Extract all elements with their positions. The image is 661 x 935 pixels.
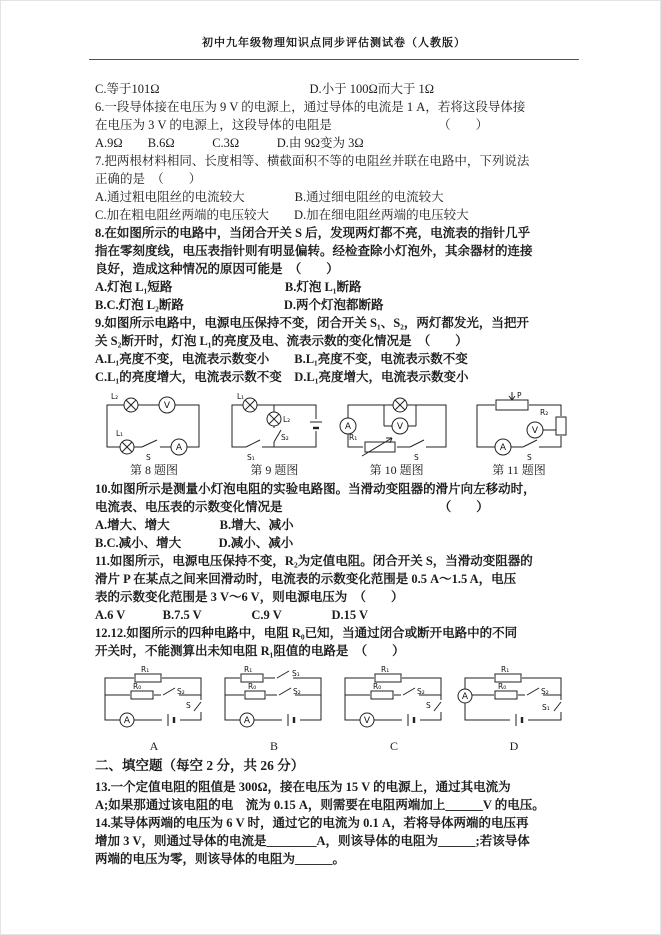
component-label: R₁: [501, 665, 510, 674]
ammeter-label: A: [499, 443, 507, 453]
question-7-options-cd: C.加在粗电阻丝两端的电压较大 D.加在细电阻丝两端的电压较大: [95, 208, 469, 222]
question-11-line-1: 11.如图所示，电源电压保持不变，R₂为定值电阻。闭合开关 S，当滑动变阻器的: [95, 554, 533, 568]
slider-label: P: [516, 391, 522, 400]
circuit-diagram-q12-d: [455, 664, 573, 738]
figure-caption-q10: 第 10 题图: [369, 463, 424, 477]
circuit-diagram-q12-c: [335, 664, 453, 738]
component-label: R₀: [498, 682, 507, 691]
voltmeter-label: V: [531, 426, 539, 436]
question-7-options-ab: A.通过粗电阻丝的电流较大 B.通过细电阻丝的电流较大: [95, 190, 444, 204]
question-10-line-2: 电流表、电压表的示数变化情况是 （ ）: [95, 500, 489, 514]
voltmeter-label: V: [163, 401, 171, 411]
figure-q12-b: [215, 664, 333, 754]
component-label: R₀: [133, 682, 142, 691]
question-11-line-3: 表的示数变化范围是 3 V～6 V，则电源电压为 （ ）: [95, 590, 404, 604]
component-label: R₂: [539, 408, 549, 417]
meter-label: V: [363, 716, 371, 726]
question-8-line-3: 良好，造成这种情况的原因可能是 （ ）: [95, 262, 339, 276]
question-10-options-ab: A.增大、增大 B.增大、减小: [95, 518, 294, 532]
section-2-heading: 二、填空题（每空 2 分，共 26 分）: [95, 758, 305, 773]
figure-row-1: [95, 390, 573, 478]
meter-label: A: [461, 692, 469, 702]
meter-label: A: [123, 716, 131, 726]
question-9-line-1: 9.如图所示电路中，电源电压保持不变，闭合开关 S₁、S₂，两灯都发光，当把开: [95, 316, 529, 330]
option-line-q5-cd: C.等于101Ω D.小于 100Ω而大于 1Ω: [95, 82, 434, 96]
switch-label: S₁: [247, 453, 256, 462]
question-14-line-3: 两端的电压为零，则该导体的电阻为______。: [95, 852, 346, 866]
question-13-line-1: 13.一个定值电阻的阻值是 300Ω，接在电压为 15 V 的电源上，通过其电流为: [95, 780, 511, 794]
figure-caption-a: A: [149, 739, 159, 753]
switch-label: S₁: [292, 669, 300, 678]
question-12-line-1: 12.12.如图所示的四种电路中，电阻 R₀已知，当通过闭合或断开电路中的不同: [95, 626, 518, 640]
switch-label: S₂: [417, 687, 425, 696]
figure-q12-c: [335, 664, 453, 754]
figure-q10: [336, 390, 458, 478]
ammeter-label: A: [344, 422, 351, 432]
paper-header: [89, 34, 579, 60]
circuit-diagram-q9: [220, 390, 328, 462]
component-label: R₀: [248, 682, 257, 691]
question-8-line-1: 8.在如图所示的电路中，当闭合开关 S 后，发现两灯都不亮，电流表的指针几乎: [95, 226, 531, 240]
circuit-diagram-q12-a: [95, 664, 213, 738]
circuit-diagram-q12-b: [215, 664, 333, 738]
question-11-options: A.6 V B.7.5 V C.9 V D.15 V: [95, 608, 369, 622]
figure-q9: [220, 390, 328, 478]
component-label: R₁: [381, 665, 390, 674]
question-10-line-1: 10.如图所示是测量小灯泡电阻的实验电路图。当滑动变阻器的滑片向左移动时，: [95, 482, 536, 496]
switch-label: S₂: [281, 433, 290, 442]
meter-label: A: [243, 716, 251, 726]
switch-label: S₂: [541, 687, 549, 696]
component-label: L₂: [283, 415, 291, 424]
voltmeter-label: V: [396, 422, 403, 432]
question-8-options-ab: A.灯泡 L₁短路 B.灯泡 L₁断路: [95, 280, 362, 294]
component-label: R₁: [141, 665, 150, 674]
figure-caption-b: B: [269, 739, 278, 753]
circuit-diagram-q11: [465, 390, 573, 462]
question-14-line-2: 增加 3 V，则通过导体的电流是________A，则该导体的电阻为______;若该导体: [95, 834, 530, 848]
question-14-line-1: 14.某导体两端的电压为 6 V 时，通过它的电流为 0.1 A，若将导体两端的电压再: [95, 816, 529, 830]
question-10-options-cd: B.C.减小、增大 D.减小、减小: [95, 536, 294, 550]
switch-label: S: [413, 453, 419, 462]
figure-caption-q9: 第 9 题图: [250, 463, 299, 477]
figure-q8: [95, 390, 213, 478]
figure-caption-d: D: [509, 739, 519, 753]
circuit-diagram-q8: [95, 390, 213, 462]
question-9-options-cd: C.L₁的亮度增大，电流表示数不变 D.L₁亮度增大，电流表示数变小: [95, 370, 469, 384]
figure-row-2: [95, 664, 573, 754]
question-12-line-2: 开关时，不能测算出未知电阻 R₁阻值的电路是 （ ）: [95, 644, 405, 658]
question-6-options: A.9Ω B.6Ω C.3Ω D.由 9Ω变为 3Ω: [95, 136, 364, 150]
question-9-options-ab: A.L₁亮度不变，电流表示数变小 B.L₁亮度不变，电流表示数不变: [95, 352, 468, 366]
component-label: R₁: [244, 665, 253, 674]
figure-q12-d: [455, 664, 573, 754]
question-8-line-2: 指在零刻度线，电压表指针则有明显偏转。经检查除小灯泡外，其余器材的连接: [95, 244, 533, 258]
switch-label: S₂: [293, 687, 301, 696]
question-13-line-2: A;如果那通过该电阻的电 流为 0.15 A，则需要在电阻两端加上______V 的电压。: [95, 798, 545, 812]
circuit-diagram-q10: [336, 390, 458, 462]
question-9-line-2: 关 S₂断开时，灯泡 L₁的亮度及电、流表示数的变化情况是 （ ）: [95, 334, 468, 348]
question-11-line-2: 滑片 P 在某点之间来回滑动时，电流表的示数变化范围是 0.5 A～1.5 A，电压: [95, 572, 517, 586]
ammeter-label: A: [175, 443, 183, 453]
switch-label: S₁: [542, 703, 550, 712]
switch-label: S: [146, 453, 151, 462]
question-6-line-2: 在电压为 3 V 的电源上，这段导体的电阻是 （ ）: [95, 118, 489, 132]
component-label: R₀: [373, 682, 382, 691]
component-label: L₂: [111, 392, 119, 401]
switch-label: S₂: [177, 687, 185, 696]
component-label: L₁: [116, 429, 124, 438]
component-label: L₁: [237, 392, 245, 401]
figure-caption-q8: 第 8 题图: [129, 463, 178, 477]
figure-caption-q11: 第 11 题图: [492, 463, 546, 477]
component-label: R₁: [348, 433, 357, 442]
figure-caption-c: C: [389, 739, 398, 753]
figure-q12-a: [95, 664, 213, 754]
figure-q11: [465, 390, 573, 478]
switch-label: S: [526, 453, 532, 462]
question-7-line-1: 7.把两根材料相同、长度相等、横截面积不等的电阻丝并联在电路中，下列说法: [95, 154, 530, 168]
paper-title: 初中九年级物理知识点同步评估测试卷（人教版）: [202, 37, 466, 49]
question-8-options-cd: B.C.灯泡 L₂断路 D.两个灯泡都断路: [95, 298, 384, 312]
switch-label: S: [426, 701, 431, 710]
question-7-line-2: 正确的是 （ ）: [95, 172, 202, 186]
question-6-line-1: 6.一段导体接在电压为 9 V 的电源上，通过导体的电流是 1 A，若将这段导体接: [95, 100, 526, 114]
switch-label: S: [186, 701, 191, 710]
